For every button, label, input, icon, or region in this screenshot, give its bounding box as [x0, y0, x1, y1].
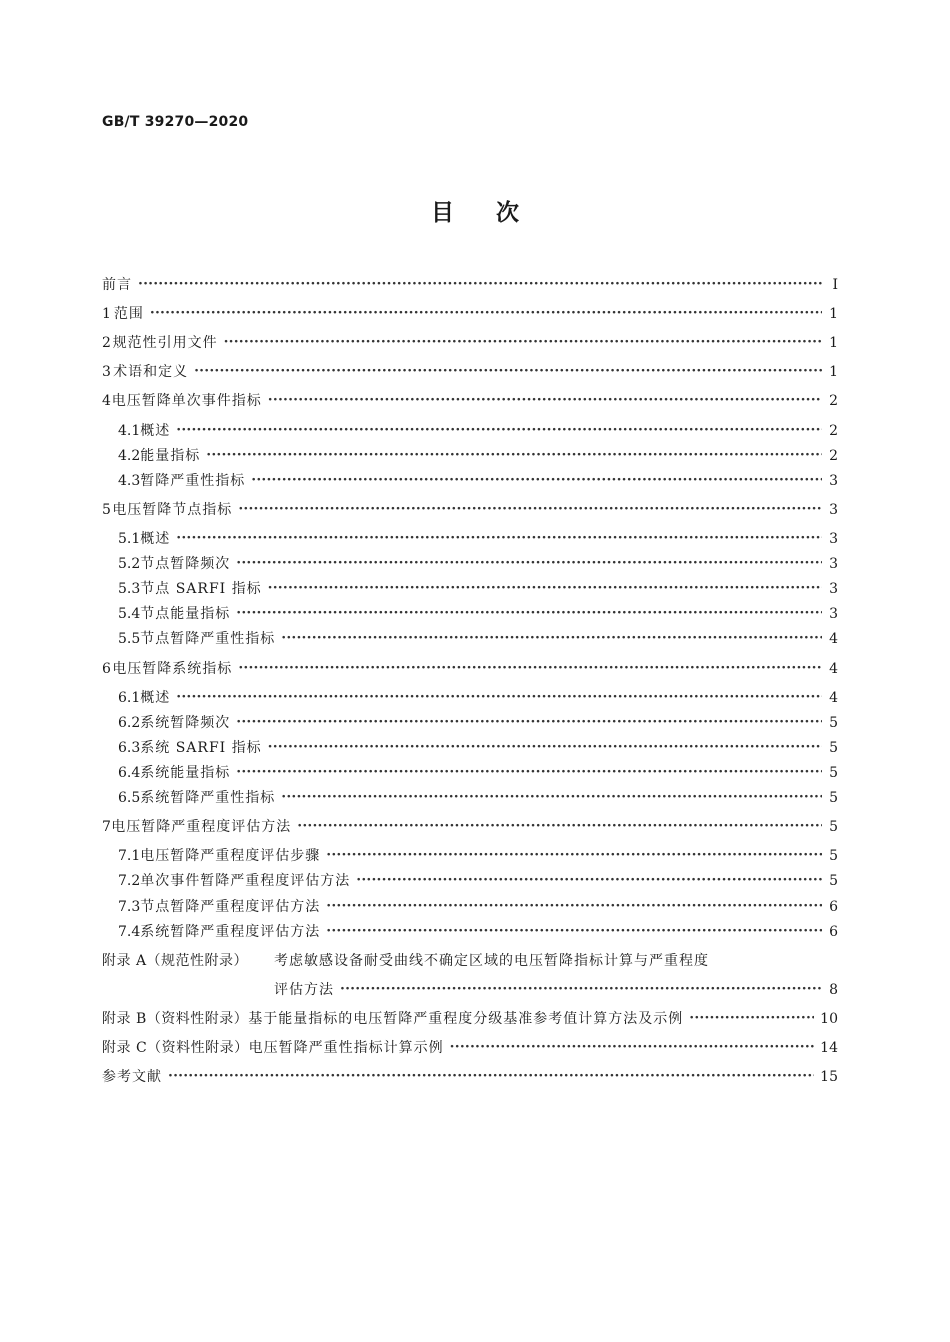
- dot-leader: [236, 711, 822, 733]
- dot-leader: [224, 331, 822, 353]
- toc-entry-page: 2: [829, 423, 838, 439]
- toc-entry-number: 4.2: [118, 448, 141, 464]
- dot-leader: [268, 736, 822, 758]
- toc-entry-page: 10: [820, 1011, 838, 1027]
- toc-entry[interactable]: [118, 712, 838, 734]
- toc-entry-title: 系统 SARFI 指标: [140, 740, 262, 756]
- toc-entry-title: 系统能量指标: [140, 765, 231, 781]
- toc-entry-number: 5.3: [118, 581, 141, 597]
- toc-entry-page: 3: [829, 473, 838, 489]
- toc-entry[interactable]: [118, 470, 838, 492]
- toc-entry-title: 电压暂降严重性指标计算示例: [248, 1040, 444, 1056]
- dot-leader: [251, 469, 822, 491]
- toc-entry-title: 能量指标: [140, 448, 201, 464]
- toc-entry[interactable]: [118, 553, 838, 575]
- toc-entry-number: 3: [102, 364, 111, 380]
- toc-entry-title: 概述: [140, 690, 171, 706]
- toc-entry-title: 节点暂降严重性指标: [140, 631, 276, 647]
- toc-entry-page: 1: [829, 306, 838, 322]
- toc-entry-number: 7.2: [118, 873, 141, 889]
- toc-entry[interactable]: [118, 687, 838, 709]
- toc-entry-title: 节点 SARFI 指标: [140, 581, 262, 597]
- toc-entry-page: 5: [829, 740, 838, 756]
- toc-entry[interactable]: [118, 896, 838, 918]
- toc-entry[interactable]: [118, 628, 838, 650]
- dot-leader: [281, 627, 822, 649]
- toc-entry-page: 6: [829, 924, 838, 940]
- toc-entry[interactable]: [102, 658, 838, 680]
- toc-entry-title: 系统暂降严重程度评估方法: [140, 924, 321, 940]
- dot-leader: [138, 273, 822, 295]
- toc-appendix-entry[interactable]: [102, 1008, 838, 1030]
- toc-entry-page: 1: [829, 335, 838, 351]
- dot-leader: [238, 498, 822, 520]
- toc-entry-page: 6: [829, 899, 838, 915]
- toc-entry[interactable]: [118, 845, 838, 867]
- toc-entry-number: 7.3: [118, 899, 141, 915]
- toc-entry-title: 电压暂降严重程度评估步骤: [140, 848, 321, 864]
- dot-leader: [281, 786, 822, 808]
- dot-leader: [450, 1036, 815, 1058]
- toc-entry-number: 6.3: [118, 740, 141, 756]
- toc-entry-title: 概述: [140, 423, 171, 439]
- toc-entry[interactable]: [102, 361, 838, 383]
- toc-entry-title: 前言: [102, 277, 132, 293]
- dot-leader: [236, 602, 822, 624]
- dot-leader: [326, 895, 822, 917]
- toc-entry-title: 电压暂降严重程度评估方法: [111, 819, 292, 835]
- dot-leader: [356, 869, 822, 891]
- toc-entry-number: 6.2: [118, 715, 141, 731]
- toc-entry-number: 4.1: [118, 423, 141, 439]
- toc-entry[interactable]: [118, 762, 838, 784]
- toc-appendix-entry[interactable]: [102, 1037, 838, 1059]
- toc-entry-title: 规范性引用文件: [112, 335, 218, 351]
- toc-entry-page: 5: [829, 715, 838, 731]
- toc-entry[interactable]: [102, 274, 838, 296]
- toc-entry-title: 暂降严重性指标: [140, 473, 246, 489]
- toc-entry[interactable]: [102, 390, 838, 412]
- toc-entry-title: 考虑敏感设备耐受曲线不确定区域的电压暂降指标计算与严重程度: [274, 953, 709, 969]
- toc-entry-page: 5: [829, 848, 838, 864]
- toc-entry[interactable]: [118, 578, 838, 600]
- toc-entry[interactable]: [102, 303, 838, 325]
- toc-entry-number: 6.1: [118, 690, 141, 706]
- toc-entry[interactable]: [118, 445, 838, 467]
- toc-entry-page: 5: [829, 873, 838, 889]
- toc-entry[interactable]: [118, 787, 838, 809]
- toc-entry-number: 4: [102, 393, 111, 409]
- dot-leader: [268, 577, 822, 599]
- toc-entry-title: 节点暂降严重程度评估方法: [140, 899, 321, 915]
- toc-entry-title: 节点暂降频次: [140, 556, 231, 572]
- toc-entry-title: 电压暂降单次事件指标: [111, 393, 262, 409]
- toc-entry-number: 6: [102, 661, 111, 677]
- toc-entry-title: 系统暂降严重性指标: [140, 790, 276, 806]
- dot-leader: [236, 761, 822, 783]
- toc-entry-number: 7.1: [118, 848, 141, 864]
- toc-entry-number: 7.4: [118, 924, 141, 940]
- dot-leader: [168, 1065, 814, 1087]
- toc-entry-page: 4: [829, 631, 838, 647]
- toc-entry-title: 基于能量指标的电压暂降严重程度分级基准参考值计算方法及示例: [248, 1011, 684, 1027]
- toc-entry-page: 5: [829, 790, 838, 806]
- dot-leader: [689, 1007, 814, 1029]
- dot-leader: [238, 657, 822, 679]
- toc-entry[interactable]: [102, 816, 838, 838]
- toc-entry-title: 电压暂降节点指标: [112, 502, 233, 518]
- toc-entry-page: 1: [829, 364, 838, 380]
- toc-entry-page: 4: [829, 690, 838, 706]
- dot-leader: [268, 389, 822, 411]
- page-title: 目次: [431, 200, 561, 226]
- toc-entry[interactable]: [118, 603, 838, 625]
- toc-entry-number: 7: [102, 819, 111, 835]
- appendix-prefix: 附录 B（资料性附录）: [102, 1011, 249, 1027]
- toc-entry-page: 2: [829, 448, 838, 464]
- toc-entry-title-continued: 评估方法: [274, 982, 334, 998]
- toc-entry-page: 3: [829, 502, 838, 518]
- dot-leader: [150, 302, 822, 324]
- toc-entry[interactable]: [102, 499, 838, 521]
- toc-entry-number: 1: [102, 306, 111, 322]
- dot-leader: [236, 552, 822, 574]
- toc-entry-title: 术语和定义: [113, 364, 189, 380]
- toc-appendix-continuation[interactable]: [274, 979, 838, 1001]
- toc-entry-title: 范围: [113, 306, 144, 322]
- toc-entry-page: 5: [829, 819, 838, 835]
- toc-entry-title: 参考文献: [102, 1069, 162, 1085]
- toc-entry[interactable]: [102, 332, 838, 354]
- toc-entry-page: 2: [829, 393, 838, 409]
- toc-entry-page: 14: [820, 1040, 838, 1056]
- toc-entry[interactable]: [118, 528, 838, 550]
- toc-entry-number: 4.3: [118, 473, 141, 489]
- toc-entry-page: 3: [829, 531, 838, 547]
- toc-entry-title: 电压暂降系统指标: [112, 661, 233, 677]
- dot-leader: [340, 978, 822, 1000]
- toc-appendix-entry[interactable]: [102, 950, 838, 972]
- toc-entry-number: 5.4: [118, 606, 141, 622]
- toc-entry-number: 5.2: [118, 556, 141, 572]
- toc-entry-title: 节点能量指标: [140, 606, 231, 622]
- toc-entry-number: 2: [102, 335, 111, 351]
- toc-entry[interactable]: [118, 921, 838, 943]
- toc-entry-page: Ⅰ: [832, 277, 838, 293]
- toc-entry-page: 15: [820, 1069, 838, 1085]
- appendix-prefix: 附录 A（规范性附录）: [102, 953, 249, 969]
- toc-entry-page: 4: [829, 661, 838, 677]
- toc-entry-page: 8: [829, 982, 838, 998]
- toc-entry-page: 3: [829, 606, 838, 622]
- dot-leader: [326, 920, 822, 942]
- dot-leader: [176, 419, 822, 441]
- toc-entry-title: 单次事件暂降严重程度评估方法: [140, 873, 351, 889]
- standard-number: GB/T 39270—2020: [102, 114, 249, 130]
- dot-leader: [176, 686, 822, 708]
- dot-leader: [176, 527, 822, 549]
- toc-references-entry[interactable]: [102, 1066, 838, 1088]
- appendix-prefix: 附录 C（资料性附录）: [102, 1040, 249, 1056]
- toc-entry-title: 系统暂降频次: [140, 715, 231, 731]
- toc-entry-number: 6.4: [118, 765, 141, 781]
- toc-entry-number: 5.5: [118, 631, 141, 647]
- toc-entry-number: 5: [102, 502, 111, 518]
- toc-entry[interactable]: [118, 870, 838, 892]
- dot-leader: [206, 444, 822, 466]
- toc-entry-page: 5: [829, 765, 838, 781]
- toc-entry[interactable]: [118, 737, 838, 759]
- dot-leader: [194, 360, 822, 382]
- toc-entry-page: 3: [829, 556, 838, 572]
- toc-entry-page: 3: [829, 581, 838, 597]
- dot-leader: [326, 844, 822, 866]
- dot-leader: [297, 815, 822, 837]
- toc-entry-number: 6.5: [118, 790, 141, 806]
- toc-entry-number: 5.1: [118, 531, 141, 547]
- toc-entry[interactable]: [118, 420, 838, 442]
- toc-entry-title: 概述: [140, 531, 171, 547]
